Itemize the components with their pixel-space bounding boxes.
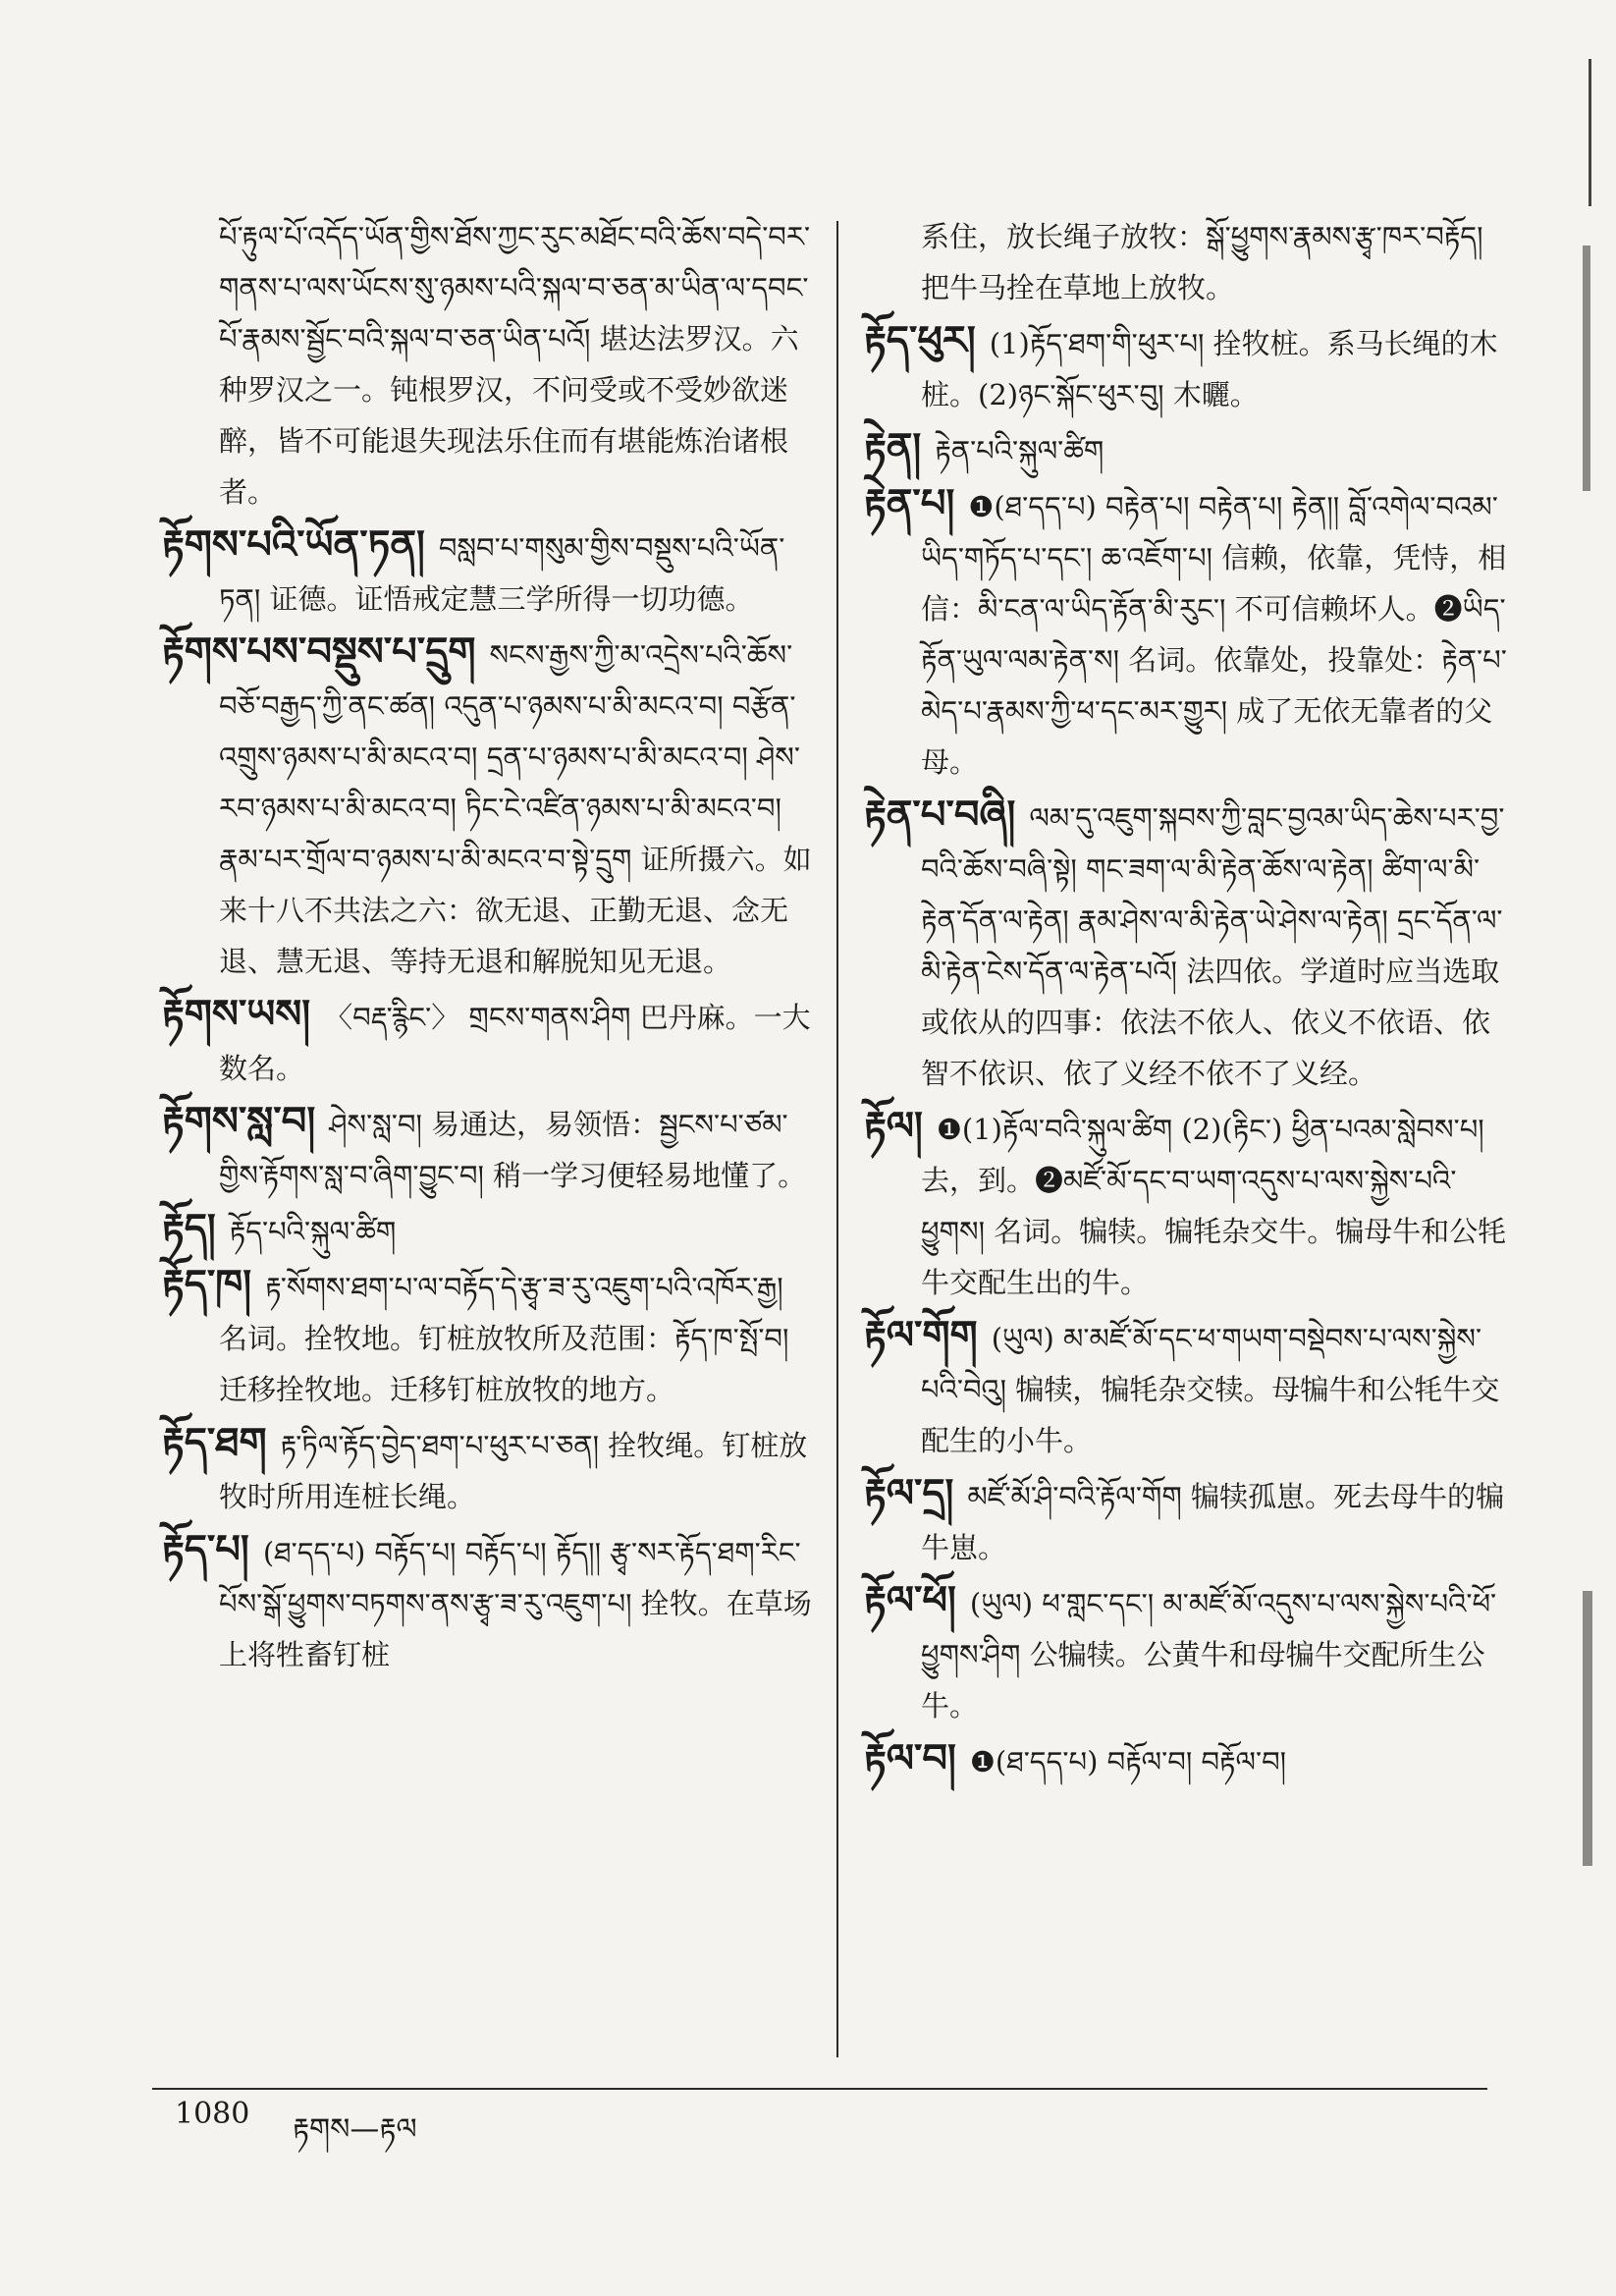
entry-definition: མཛོ་མོ་ཤི་བའི་རྟོལ་གོག 犏犊孤崽。死去母牛的犏牛崽。 xyxy=(921,1480,1504,1564)
left-column xyxy=(162,211,815,1682)
entry-definition: 系住，放长绳子放牧：སྒོ་ཕྱུགས་རྣམས་རྩྭ་ཁར་བརྟོད། 把牛马拴在草地上放牧。 xyxy=(921,220,1483,304)
entry-definition: ❶(ཐ་དད་པ) བརྟེན་པ། བརྟེན་པ། རྟེན།། བློ་འགེལ་བའམ་ཡིད་གཏོད་པ་དང་། ཆ་འཇོག་པ། 信赖，依靠，凭恃，相信：མི་ངན་ལ་ཡིད་རྟོན་མི་རུང་། 不可信赖坏人。❷ཡིད་རྟོན་ཡུལ་ལམ་རྟེན་ས། 名词。依靠处，投靠处：རྟེན་པ་མེད་པ་རྣམས་ཀྱི་ཕ་དང་མར་གྱུར། 成了无依无靠者的父母。 xyxy=(921,490,1507,779)
entry-headword: རྟོགས་སླ་བ། xyxy=(162,1099,316,1144)
entry-headword: རྟོལ་ཕོ། xyxy=(864,1578,956,1623)
dictionary-entry xyxy=(864,1575,1512,1731)
entry-definition: བསླབ་པ་གསུམ་གྱིས་བསྡུས་པའི་ཡོན་ཏན། 证德。证悟戒定慧三学所得一切功德。 xyxy=(219,531,785,616)
scan-edge-mark xyxy=(1589,59,1591,206)
entry-headword: རྟོད་ཕུར། xyxy=(864,318,976,363)
entry-headword: རྟོལ་གོག xyxy=(864,1313,978,1358)
running-head: རྟགས—རྟལ xyxy=(293,2112,417,2147)
entry-definition: སངས་རྒྱས་ཀྱི་མ་འདྲེས་པའི་ཆོས་བཅོ་བརྒྱད་ཀྱི་ནང་ཚན། འདུན་པ་ཉམས་པ་མི་མངའ་བ། བརྩོན་འགྲུས་ཉམས་པ་མི་མངའ་བ། དྲན་པ་ཉམས་པ་མི་མངའ་བ། ཤེས་རབ་ཉམས་པ་མི་མངའ་བ། ཏིང་ངེ་འཛིན་ཉམས་པ་མི་མངའ་བ། རྣམ་པར་གྲོལ་བ་ཉམས་པ་མི་མངའ་བ་སྟེ་དྲུག 证所摄六。如来十八不共法之六：欲无退、正勤无退、念无退、慧无退、等持无退和解脱知见无退。 xyxy=(219,638,812,978)
entry-headword: རྟེན་པ། xyxy=(864,481,955,526)
dictionary-entry xyxy=(864,790,1512,1099)
entry-definition: (1)རྟོད་ཐག་གི་ཕུར་པ། 拴牧桩。系马长绳的木桩。(2)ཉང་སྐོང་ཕུར་བུ། 木曬。 xyxy=(921,327,1498,411)
dictionary-entry xyxy=(864,315,1512,420)
entry-headword: རྟོལ་བ། xyxy=(864,1736,956,1781)
dictionary-entry xyxy=(864,478,1512,788)
entry-headword: རྟོད་ཁ། xyxy=(162,1262,252,1307)
entry-definition: པོ་རྟུལ་པོ་འདོད་ཡོན་གྱིས་ཐོས་ཀྱང་རུང་མཐོང་བའི་ཆོས་བདེ་བར་གནས་པ་ལས་ཡོངས་སུ་ཉམས་པའི་སྐལ་བ་ཅན་མ་ཡིན་ལ་དབང་པོ་རྣམས་སྦྱོང་བའི་སྐལ་བ་ཅན་ཡིན་པའོ། 堪达法罗汉。六种罗汉之一。钝根罗汉，不问受或不受妙欲迷醉，皆不可能退失现法乐住而有堪能炼治诸根者。 xyxy=(219,220,811,509)
entry-definition: ཤེས་སླ་བ། 易通达，易领悟：སྦྱངས་པ་ཙམ་གྱིས་རྟོགས་སླ་བ་ཞིག་བྱུང་བ། 稍一学习便轻易地懂了。 xyxy=(219,1108,807,1192)
dictionary-entry xyxy=(864,422,1512,476)
right-column xyxy=(864,211,1512,1789)
dictionary-entry xyxy=(162,1259,815,1415)
entry-headword: རྟོགས་ཡས། xyxy=(162,992,311,1037)
dictionary-entry xyxy=(162,519,815,625)
entry-headword: རྟེན། xyxy=(864,425,922,470)
dictionary-entry xyxy=(162,989,815,1094)
dictionary-entry xyxy=(864,1101,1512,1308)
entry-headword: རྟོགས་པའི་ཡོན་ཏན། xyxy=(162,522,425,568)
entry-definition: ❶(1)རྟོལ་བའི་སྐུལ་ཚིག (2)(རྟིང་) ཕྱིན་པའམ་སླེབས་པ། 去，到。❷མཛོ་མོ་དང་བ་ཡག་འདུས་པ་ལས་སྐྱེས་པའི་ཕྱུགས། 名词。犏犊。犏牦杂交牛。犏母牛和公牦牛交配生出的牛。 xyxy=(921,1113,1507,1299)
entry-headword: རྟེན་པ་བཞི། xyxy=(864,793,1016,838)
entry-definition: རྟ་སོགས་ཐག་པ་ལ་བརྟོད་དེ་རྩྭ་ཟ་རུ་འཇུག་པའི་འཁོར་རྒྱ། 名词。拴牧地。钉桩放牧所及范围：རྟོད་ཁ་སྤོ་བ། 迁移拴牧地。迁移钉桩放牧的地方。 xyxy=(219,1271,789,1406)
dictionary-entry xyxy=(864,1468,1512,1573)
scan-edge-mark xyxy=(1583,246,1590,491)
dictionary-entry xyxy=(162,1524,815,1680)
entry-headword: རྟོད་ཐག xyxy=(162,1420,267,1465)
page-number: 1080 xyxy=(175,2097,250,2131)
entry-definition: རྟོད་པའི་སྐུལ་ཚིག xyxy=(229,1215,397,1248)
entry-headword: རྟོད། xyxy=(162,1206,216,1251)
entry-definition: རྟ་ཏིལ་རྟོད་བྱེད་ཐག་པ་ཕུར་པ་ཅན། 拴牧绳。钉桩放牧时所用连桩长绳。 xyxy=(219,1429,808,1513)
entry-definition: 〈བརྡ་རྙིང་〉 གྲངས་གནས་ཤིག 巴丹麻。一大数名。 xyxy=(219,1001,811,1085)
entry-definition: རྟེན་པའི་སྐུལ་ཚིག xyxy=(935,434,1104,467)
entry-definition: ལམ་དུ་འཇུག་སྐབས་ཀྱི་བླང་བྱའམ་ཡིད་ཆེས་པར་བྱ་བའི་ཆོས་བཞི་སྟེ། གང་ཟག་ལ་མི་རྟེན་ཆོས་ལ་རྟེན། ཚིག་ལ་མི་རྟེན་དོན་ལ་རྟེན། རྣམ་ཤེས་ལ་མི་རྟེན་ཡེ་ཤེས་ལ་རྟེན། དྲང་དོན་ལ་མི་རྟེན་ངེས་དོན་ལ་རྟེན་པའོ། 法四依。学道时应当选取或依从的四事：依法不依人、依义不依语、依智不依识、依了义经不依不了义经。 xyxy=(921,801,1505,1090)
entry-definition: ❶(ཐ་དད་པ) བརྟོལ་བ། བརྟོལ་བ། xyxy=(969,1745,1287,1778)
entry-headword: རྟོལ་དྲ། xyxy=(864,1471,954,1516)
dictionary-entry xyxy=(162,1417,815,1522)
dictionary-entry xyxy=(162,211,815,518)
dictionary-entry xyxy=(162,1096,815,1201)
entry-headword: རྟོགས་པས་བསྡུས་པ་དྲུག xyxy=(162,629,476,675)
entry-headword: རྟོད་པ། xyxy=(162,1527,249,1572)
entry-definition: (ཐ་དད་པ) བརྟོད་པ། བརྟོད་པ། རྟོད།། རྩྭ་སར་རྟོད་ཐག་རིང་པོས་སྒོ་ཕྱུགས་བཏགས་ནས་རྩྭ་ཟ་རུ་འཇུག་པ། 拴牧。在草场上将牲畜钉桩 xyxy=(219,1536,812,1671)
dictionary-entry xyxy=(864,1733,1512,1787)
entry-headword: རྟོལ། xyxy=(864,1104,923,1149)
footer-rule xyxy=(152,2088,1487,2090)
dictionary-entry xyxy=(864,211,1512,313)
scan-edge-mark xyxy=(1583,1591,1592,1866)
entry-definition: (ཡུལ) ཕ་གླང་དང་། མ་མཛོ་མོ་འདུས་པ་ལས་སྐྱེས་པའི་ཕོ་ཕྱུགས་ཤིག 公犏犊。公黄牛和母犏牛交配所生公牛。 xyxy=(921,1587,1497,1722)
dictionary-entry xyxy=(864,1310,1512,1466)
column-divider xyxy=(836,221,838,2057)
dictionary-entry xyxy=(162,1203,815,1257)
dictionary-entry xyxy=(162,627,815,987)
entry-definition: (ཡུལ) མ་མཛོ་མོ་དང་ཕ་གཡག་བསྡེབས་པ་ལས་སྐྱེས་པའི་བེའུ། 犏犊，犏牦杂交犊。母犏牛和公牦牛交配生的小牛。 xyxy=(921,1322,1500,1457)
